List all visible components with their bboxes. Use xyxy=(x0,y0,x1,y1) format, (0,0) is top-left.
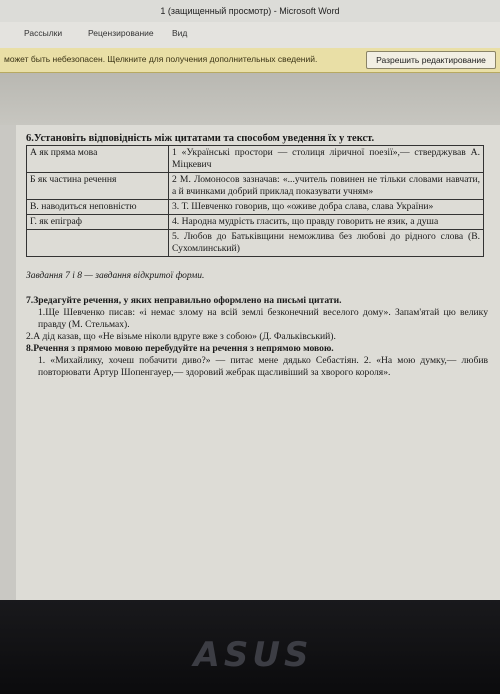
table-row xyxy=(27,146,484,173)
table-row xyxy=(27,173,484,200)
table-cell-left: Г. як епіграф xyxy=(27,215,169,230)
task7-title-text: 7.Зредагуйте речення, у яких неправильно оформлено на письмі цитати. xyxy=(26,295,342,306)
task7-title xyxy=(26,295,488,307)
table-cell-right: 1 «Українські простори — столиця ліричної поезії»,— стверджував А. Міцкевич xyxy=(169,146,484,173)
table-cell-left: В. наводиться неповністю xyxy=(27,200,169,215)
window-title: 1 (защищенный просмотр) - Microsoft Word xyxy=(160,6,340,16)
task8-text: 1. «Михайлику, хочеш побачити диво?» — питає мене дядько Себастіян. 2. «На мою думку,— любив повторювати Артур Шопенгауер,— здоровий жебрак щасливіший за хворого короля». xyxy=(38,355,488,378)
ribbon-tabs xyxy=(0,22,500,49)
tab-review[interactable]: Рецензирование xyxy=(88,28,154,38)
table-cell-right: 2 М. Ломоносов зазначав: «...учитель повинен не тільки словами навчати, а й вчинками добрий приклад показувати учням» xyxy=(169,173,484,200)
task8-title-text: 8.Речення з прямою мовою перебудуйте на речення з непрямою мовою. xyxy=(26,343,334,354)
table-cell-left: А як пряма мова xyxy=(27,146,169,173)
table-cell-right: 5. Любов до Батьківщини неможлива без любові до рідного слова (В. Сухомлинський) xyxy=(169,230,484,257)
asus-logo: ASUS xyxy=(193,635,313,675)
table-row xyxy=(27,230,484,257)
ruler-area xyxy=(0,73,500,125)
task6-title: 6.Установіть відповідність між цитатами та способом уведення їх у текст. xyxy=(26,133,375,144)
table-cell-left xyxy=(27,230,169,257)
table-cell-right: 3. Т. Шевченко говорив, що «оживе добра слава, слава України» xyxy=(169,200,484,215)
document-content xyxy=(26,133,488,379)
window-titlebar xyxy=(0,0,500,22)
task7-item2: 2.А дід казав, що «Не візьме ніколи вдруге вже з собою» (Д. Фальківський). xyxy=(26,331,336,342)
table-row xyxy=(27,200,484,215)
protected-view-bar xyxy=(0,48,500,73)
table-row xyxy=(27,215,484,230)
tab-mailings[interactable]: Рассылки xyxy=(24,28,63,38)
matching-table xyxy=(26,145,484,257)
open-tasks-note: Завдання 7 і 8 — завдання відкритої форми. xyxy=(26,271,205,281)
task8-title xyxy=(26,343,488,355)
task7-item1: 1.Ще Шевченко писав: «і немає злому на всій землі безконечний веселого дому». Запам'ятай цю велику правду (М. Стельмах). xyxy=(38,307,488,330)
enable-editing-button[interactable]: Разрешить редактирование xyxy=(366,51,496,69)
tab-view[interactable]: Вид xyxy=(172,28,188,38)
table-cell-right: 4. Народна мудрість гласить, що правду говорить не язик, а душа xyxy=(169,215,484,230)
document-page[interactable] xyxy=(16,125,500,600)
table-cell-left: Б як частина речення xyxy=(27,173,169,200)
protected-view-message: может быть небезопасен. Щелкните для получения дополнительных сведений. xyxy=(4,54,318,64)
